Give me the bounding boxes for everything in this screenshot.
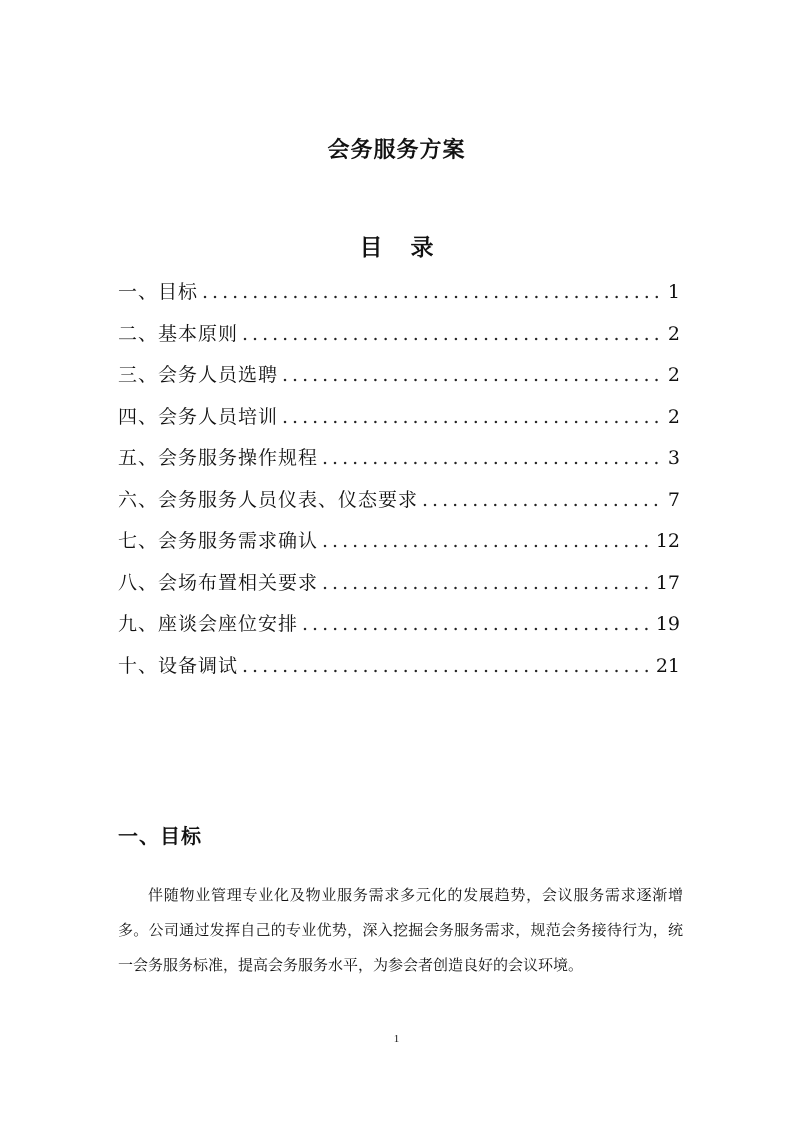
toc-entry-label: 四、会务人员培训 — [118, 405, 279, 428]
toc-entry-label: 七、会务服务需求确认 — [118, 530, 319, 552]
toc-entry[interactable] — [118, 651, 680, 693]
toc-dot-leader — [422, 489, 662, 511]
body-paragraph: 伴随物业管理专业化及物业服务需求多元化的发展趋势，会议服务需求逐渐增多。公司通过发挥自己的专业优势，深入挖掘会务服务需求，规范会务接待行为，统一会务服务标准，提高会务服务水平，为参会者创造良好的会议环境。 — [118, 886, 683, 974]
page-number: 1 — [393, 1033, 400, 1045]
toc-entry-page: 2 — [667, 364, 680, 386]
toc-entry[interactable] — [118, 568, 680, 610]
toc-entry[interactable] — [118, 277, 680, 319]
toc-dot-leader — [202, 281, 662, 303]
toc-dot-leader — [322, 572, 650, 594]
toc-dot-leader — [242, 655, 650, 677]
toc-entry[interactable] — [118, 319, 680, 361]
toc-dot-leader — [282, 364, 662, 386]
toc-entry-page: 7 — [667, 488, 680, 511]
toc-entry-label: 一、目标 — [118, 281, 199, 303]
toc-entry[interactable] — [118, 443, 680, 485]
toc-entry-label: 二、基本原则 — [118, 322, 239, 345]
toc-entry[interactable] — [118, 402, 680, 444]
document-title: 会务服务方案 — [327, 137, 466, 163]
toc-entry-page: 1 — [667, 281, 680, 303]
toc-dot-leader — [242, 323, 662, 345]
toc-dot-leader — [322, 530, 650, 552]
toc-entry[interactable] — [118, 485, 680, 527]
toc-dot-leader — [282, 406, 662, 428]
toc-entry-page: 19 — [655, 613, 680, 635]
toc-entry-label: 六、会务服务人员仪表、仪态要求 — [118, 488, 419, 511]
toc-entry-label: 十、设备调试 — [118, 654, 239, 677]
toc-entry-label: 三、会务人员选聘 — [118, 364, 279, 386]
toc-entry-page: 21 — [655, 654, 680, 677]
toc-heading: 目 录 — [359, 234, 444, 261]
toc-entry-page: 12 — [655, 530, 680, 552]
toc-entry-page: 2 — [667, 322, 680, 345]
toc-entry[interactable] — [118, 609, 680, 651]
toc-entry[interactable] — [118, 526, 680, 568]
toc-entry-label: 九、座谈会座位安排 — [118, 613, 299, 635]
toc-entry-label: 五、会务服务操作规程 — [118, 447, 319, 469]
toc-entry-page: 2 — [667, 405, 680, 428]
section-heading: 一、目标 — [118, 824, 202, 848]
toc-dot-leader — [322, 447, 662, 469]
table-of-contents — [118, 277, 680, 692]
toc-dot-leader — [302, 613, 650, 635]
toc-entry-label: 八、会场布置相关要求 — [118, 571, 319, 594]
toc-entry-page: 17 — [655, 571, 680, 594]
toc-entry[interactable] — [118, 360, 680, 402]
toc-entry-page: 3 — [667, 447, 680, 469]
